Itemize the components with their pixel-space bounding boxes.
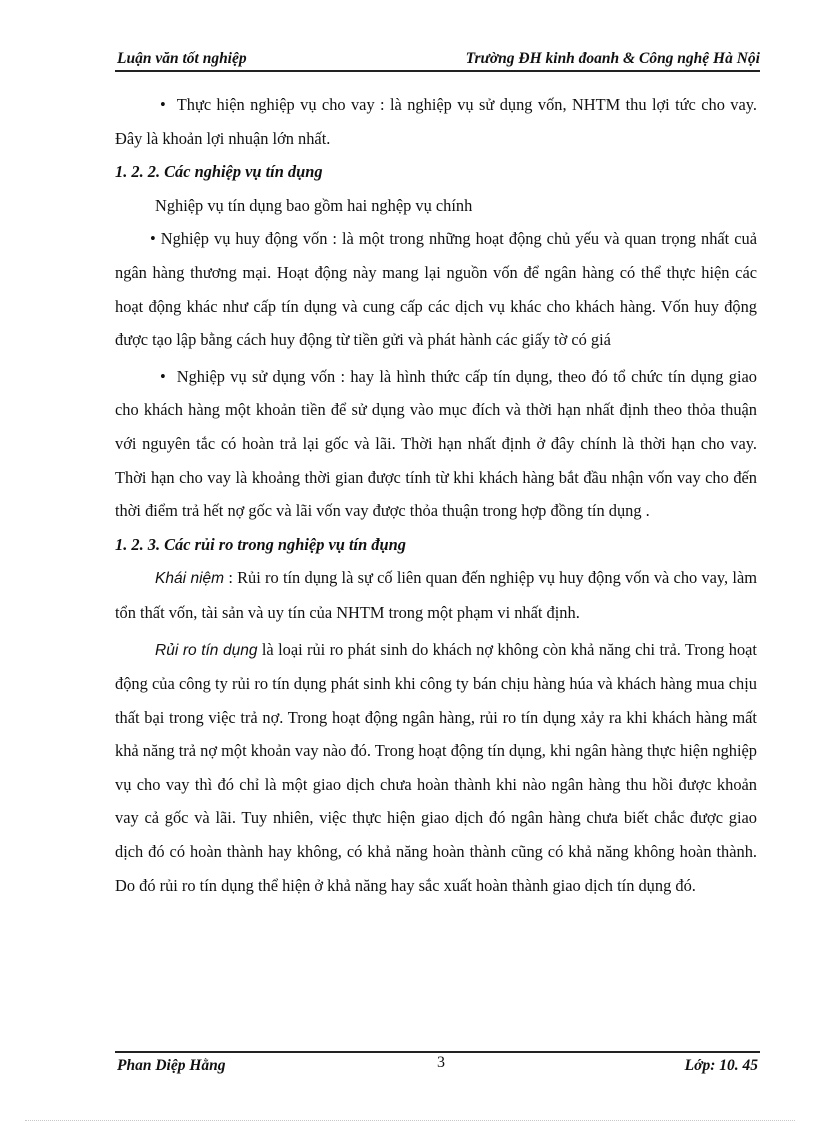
paragraph-text: : Rủi ro tín dụng là sự cố liên quan đến nghiệp vụ huy động vốn và cho vay, làm tổn thất vốn, tài sản và uy tín của NHTM trong một phạm vi nhất định. — [115, 568, 757, 622]
footer-class: Lớp: 10. 45 — [684, 1057, 758, 1074]
header-thesis-label: Luận văn tốt nghiệp — [117, 50, 247, 67]
page-footer — [115, 1051, 760, 1079]
term-concept: Khái niệm — [155, 570, 225, 588]
paragraph-credit-risk — [115, 633, 757, 903]
bullet-icon: • — [150, 229, 156, 249]
term-credit-risk: Rủi ro tín dụng — [155, 641, 258, 659]
page-bottom-divider — [25, 1120, 795, 1121]
section-number: 1. 2. 3. — [115, 534, 161, 554]
page-number: 3 — [437, 1054, 445, 1071]
footer-author: Phan Diệp Hằng — [117, 1057, 226, 1074]
page-body — [115, 88, 757, 902]
paragraph-definition — [115, 561, 757, 629]
section-heading-1-2-3 — [115, 528, 757, 562]
page-header — [115, 46, 760, 72]
section-number: 1. 2. 2. — [115, 162, 161, 182]
bullet-paragraph-lending — [115, 88, 757, 155]
paragraph-text: Thực hiện nghiệp vụ cho vay : là nghiệp vụ sử dụng vốn, NHTM thu lợi tức cho vay. Đây là khoản lợi nhuận lớn nhất. — [115, 95, 757, 148]
bullet-paragraph-capital-use — [115, 360, 757, 528]
section-heading-1-2-2 — [115, 155, 757, 189]
paragraph-text: Nghiệp vụ sử dụng vốn : hay là hình thức cấp tín dụng, theo đó tổ chức tín dụng giao cho khách hàng một khoản tiền để sử dụng vào mục đích và thời hạn nhất định theo thỏa thuận với nguyên tắc có hoàn trả lại gốc và lãi. Thời hạn nhất định ở đây chính là thời hạn cho vay. Thời hạn cho vay là khoảng thời gian được tính từ khi khách hàng bắt đầu nhận vốn vay cho đến thời điểm trả hết nợ gốc và lãi vốn vay được thỏa thuận trong hợp đồng tín dụng . — [115, 366, 757, 521]
bullet-icon: • — [160, 366, 166, 386]
section-title: Các nghiệp vụ tín dụng — [164, 162, 323, 182]
paragraph-text: Nghiệp vụ huy động vốn : là một trong những hoạt động chủ yếu và quan trọng nhất cuả ngân hàng thương mại. Hoạt động này mang lại nguồn vốn để ngân hàng có thể thực hiện các hoạt động khác như cấp tín dụng và cung cấp các dịch vụ khác cho khách hàng. Vốn huy động được tạo lập bằng cách huy động từ tiền gửi và phát hành các giấy tờ có giá — [115, 229, 757, 350]
bullet-paragraph-deposit — [115, 222, 757, 356]
section-title: Các rủi ro trong nghiệp vụ tín đụng — [164, 534, 406, 554]
bullet-icon: • — [160, 95, 166, 114]
paragraph-text: là loại rủi ro phát sinh do khách nợ không còn khả năng chi trả. Trong hoạt động của công ty rủi ro tín dụng phát sinh khi công ty bán chịu hàng húa và khách hàng mua chịu thất bại trong việc trả nợ. Trong hoạt động ngân hàng, rủi ro tín dụng xảy ra khi khách hàng mất khả năng trả nợ một khoản vay nào đó. Trong hoạt động tín dụng, khi ngân hàng thực hiện nghiệp vụ cho vay thì đó chỉ là một giao dịch chưa hoàn thành khi nào ngân hàng thu hồi được khoản vay cả gốc và lãi. Tuy nhiên, việc thực hiện giao dịch đó ngân hàng chưa biết chắc được giao dịch đó có hoàn thành hay không, có khả năng hoàn thành cũng có khả năng không hoàn thành. Do đó rủi ro tín dụng thể hiện ở khả năng hay sắc xuất hoàn thành giao dịch tín dụng đó. — [115, 639, 757, 895]
header-university-name: Trường ĐH kinh đoanh & Công nghệ Hà Nội — [465, 50, 760, 67]
paragraph-intro: Nghiệp vụ tín dụng bao gồm hai nghệp vụ chính — [155, 195, 473, 215]
